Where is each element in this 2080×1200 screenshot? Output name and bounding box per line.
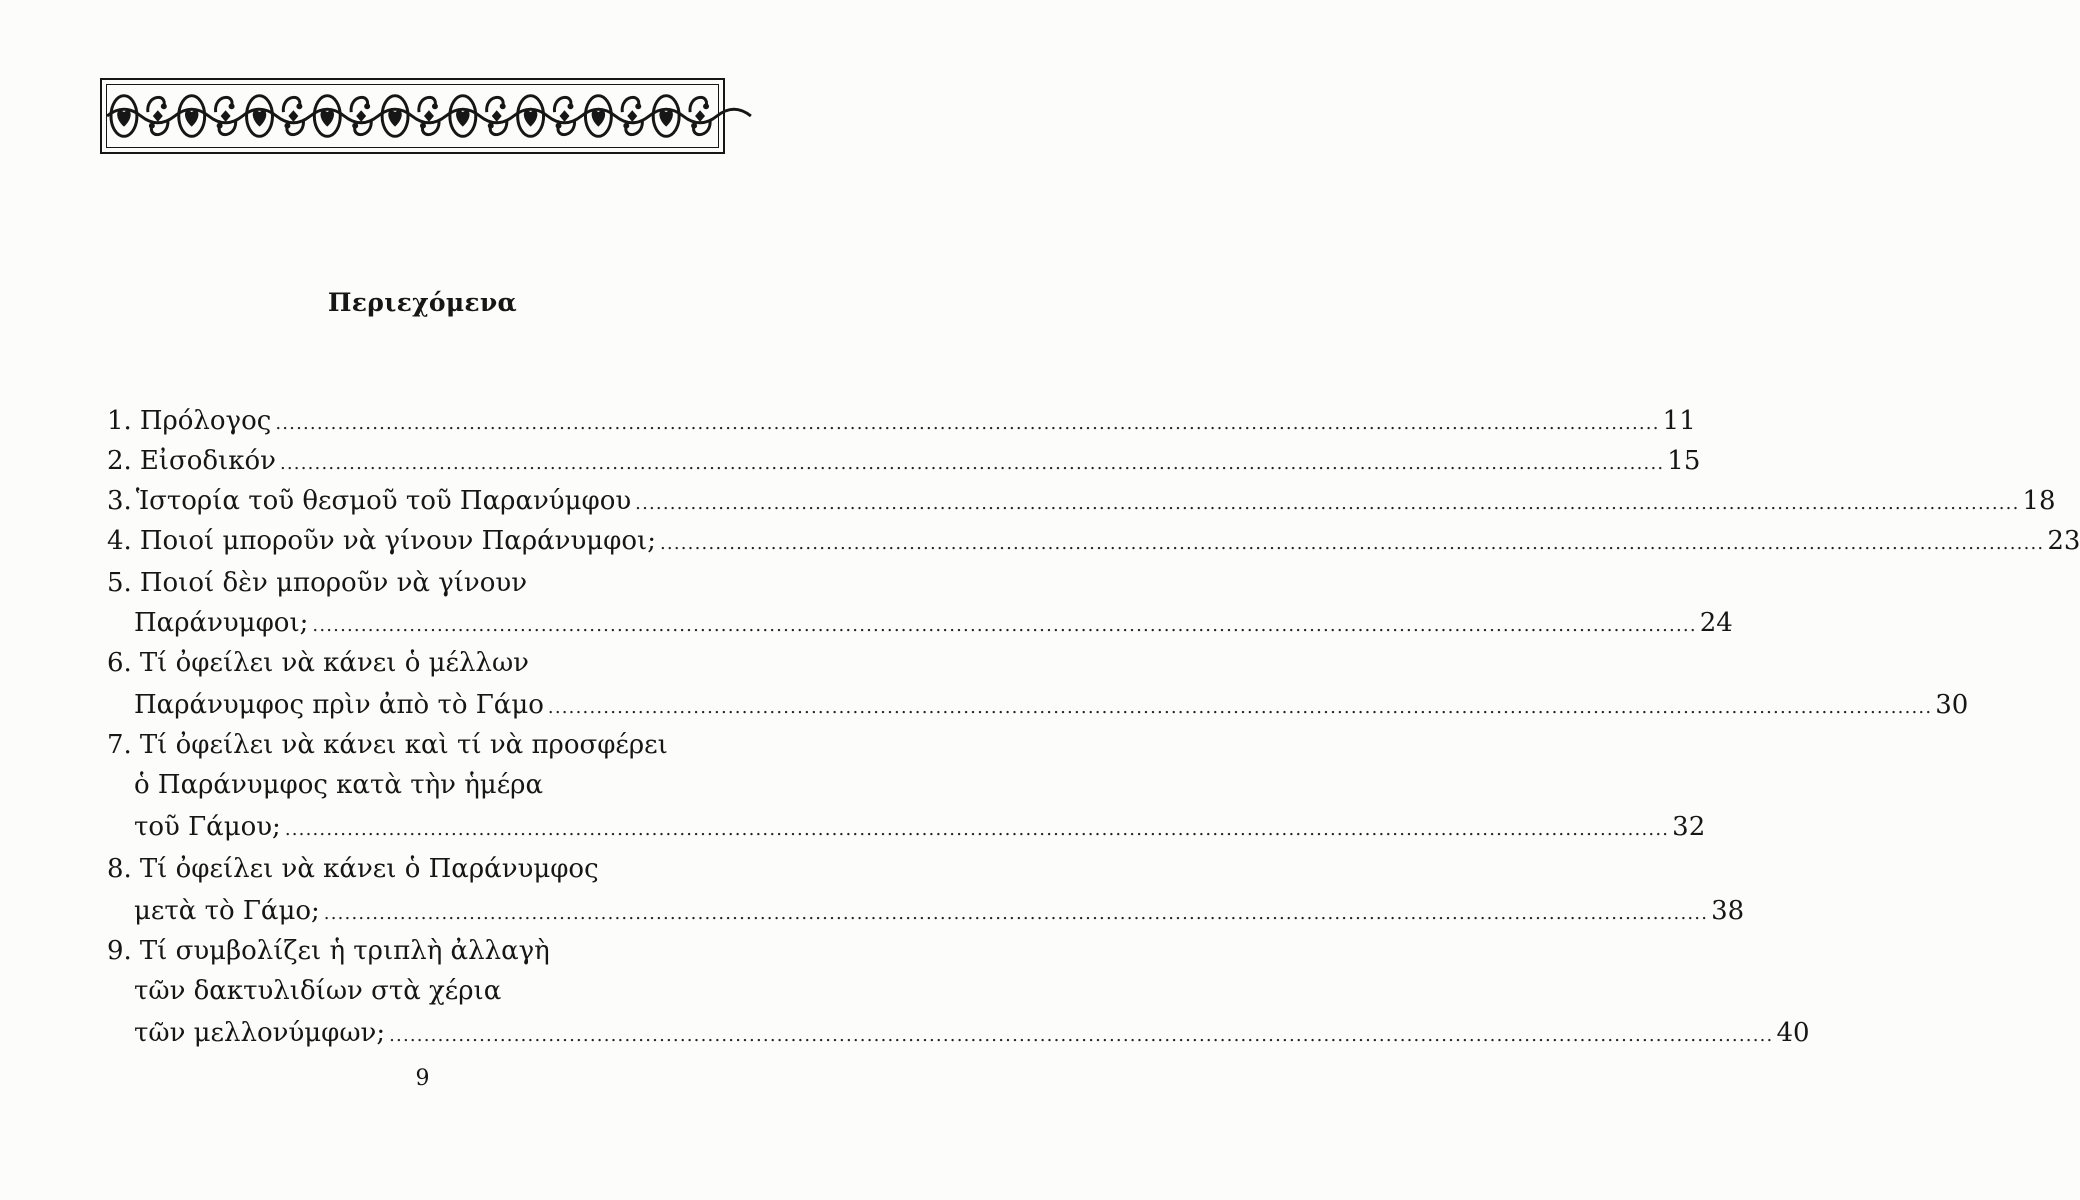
toc-entry-title: Τί ὀφείλει νὰ κάνει ὁ μέλλων <box>139 648 529 678</box>
toc-entry-title-continued: ὁ Παράνυμφος κατὰ τὴν ἡμέρα <box>134 770 544 800</box>
toc-entry-page: 32 <box>1672 812 1706 842</box>
toc-entry-title-continued: τοῦ Γάμου; <box>134 812 281 842</box>
toc-entry-5[interactable] <box>107 565 712 601</box>
toc-entry-title-continued: μετὰ τὸ Γάμο; <box>134 896 320 926</box>
toc-entry-page: 38 <box>1711 896 1745 926</box>
toc-entry-number: 2. <box>107 446 132 476</box>
toc-entry-7-continued[interactable] <box>134 809 1706 848</box>
toc-entry-title-continued: Παράνυμφοι; <box>134 608 309 638</box>
leader-dots: ........................................................................................................................................................................................................ <box>312 615 1697 636</box>
toc-entry-9[interactable] <box>107 933 712 969</box>
toc-entry-title: Τί ὀφείλει νὰ κάνει ὁ Παράνυμφος <box>139 854 599 884</box>
toc-entry-4[interactable] <box>107 523 2080 562</box>
toc-entry-page: 40 <box>1776 1018 1810 1048</box>
toc-entry-title-continued: τῶν μελλονύμφων; <box>134 1018 386 1048</box>
toc-entry-page: 24 <box>1699 608 1733 638</box>
toc-entry-title-continued: Παράνυμφος πρὶν ἀπὸ τὸ Γάμο <box>134 690 544 720</box>
toc-entry-number: 3. <box>107 486 132 516</box>
toc-entry-6[interactable] <box>107 645 712 681</box>
toc-entry-9-continued[interactable] <box>134 973 712 1009</box>
toc-entry-8[interactable] <box>107 851 712 887</box>
toc-entry-number: 9. <box>107 936 132 966</box>
toc-entry-1[interactable] <box>107 403 1696 442</box>
toc-entry-number: 7. <box>107 730 132 760</box>
toc-entry-number: 5. <box>107 568 132 598</box>
toc-entry-7-continued[interactable] <box>134 767 712 803</box>
page-title: Περιεχόμενα <box>327 288 518 317</box>
toc-entry-page: 11 <box>1662 406 1696 436</box>
toc-entry-page: 30 <box>1935 690 1969 720</box>
toc-entry-number: 4. <box>107 526 132 556</box>
toc-entry-title: Ἱστορία τοῦ θεσμοῦ τοῦ Παρανύμφου <box>135 486 632 516</box>
toc-entry-page: 23 <box>2047 526 2080 556</box>
toc-entry-5-continued[interactable] <box>134 605 1733 644</box>
toc-entry-number: 8. <box>107 854 132 884</box>
leader-dots: ........................................................................................................................................................................................................ <box>547 697 1933 718</box>
toc-entry-title: Εἰσοδικόν <box>139 446 276 476</box>
toc-entry-title-continued: τῶν δακτυλιδίων στὰ χέρια <box>134 976 502 1006</box>
toc-entry-9-continued[interactable] <box>134 1015 1810 1054</box>
toc-entry-title: Τί ὀφείλει νὰ κάνει καὶ τί νὰ προσφέρει <box>139 730 668 760</box>
toc-entry-2[interactable] <box>107 443 1701 482</box>
toc-entry-7[interactable] <box>107 727 712 763</box>
leader-dots: ........................................................................................................................................................................................................ <box>323 903 1709 924</box>
leader-dots: ........................................................................................................................................................................................................ <box>284 819 1670 840</box>
toc-entry-page: 15 <box>1667 446 1701 476</box>
leader-dots: ........................................................................................................................................................................................................ <box>660 533 2045 554</box>
toc-entry-title: Ποιοί μποροῦν νὰ γίνουν Παράνυμφοι; <box>139 526 656 556</box>
toc-entry-number: 6. <box>107 648 132 678</box>
page-number: 9 <box>415 1066 430 1091</box>
toc-entry-6-continued[interactable] <box>134 687 1969 726</box>
toc-entry-page: 18 <box>2022 486 2056 516</box>
leader-dots: ........................................................................................................................................................................................................ <box>389 1025 1774 1046</box>
toc-entry-8-continued[interactable] <box>134 893 1745 932</box>
leader-dots: ........................................................................................................................................................................................................ <box>635 493 2020 514</box>
toc-entry-title: Πρόλογος <box>139 406 272 436</box>
leader-dots: ........................................................................................................................................................................................................ <box>275 413 1660 434</box>
toc-entry-3[interactable] <box>107 483 2056 522</box>
toc-entry-title: Τί συμβολίζει ἡ τριπλὴ ἀλλαγὴ <box>139 936 550 966</box>
toc-entry-number: 1. <box>107 406 132 436</box>
leader-dots: ........................................................................................................................................................................................................ <box>279 453 1665 474</box>
toc-entry-title: Ποιοί δὲν μποροῦν νὰ γίνουν <box>139 568 528 598</box>
